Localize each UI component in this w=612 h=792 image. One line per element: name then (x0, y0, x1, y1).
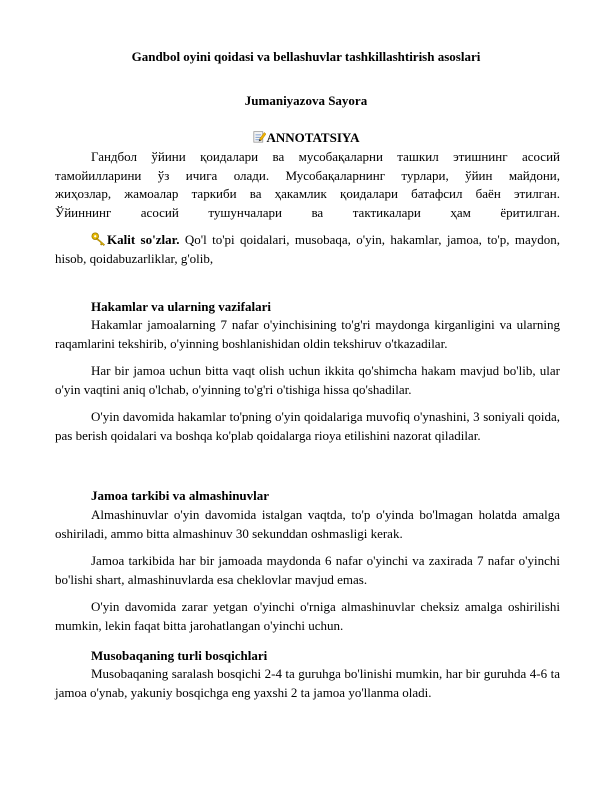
author-name: Jumaniyazova Sayora (244, 93, 368, 108)
section-stages-paragraph-1: Musobaqaning saralash bosqichi 2-4 ta guruhga bo'linishi mumkin, har bir guruhda 4-6 ta jamoa o'ynab, yakuniy bosqichga eng yaxshi 2 ta jamoa yo'llanma oladi. (55, 666, 560, 700)
key-icon (91, 232, 106, 246)
section-heading-team: Jamoa tarkibi va almashinuvlar (91, 488, 270, 503)
memo-icon (253, 130, 266, 143)
keywords-text: Qo'l to'pi qoidalari, musobaqa, o'yin, hakamlar, jamoa, to'p, maydon, hisob, qoidabuzarliklar, g'olib, (55, 232, 560, 266)
section-referees-paragraph-3: O'yin davomida hakamlar to'pning o'yin qoidalariga muvofiq o'ynashini, 3 soniyali qoida, pas berish qoidalari va boshqa ko'plab qoidalarga rioya etilishini nazorat qiladilar. (55, 409, 560, 443)
annotation-line-1: Гандбол ўйини қоидалари ва мусобақаларни ташкил этишнинг асосий (91, 149, 560, 164)
document-title: Gandbol oyini qoidasi va bellashuvlar tashkillashtirish asoslari (131, 49, 481, 64)
section-team-paragraph-2: Jamoa tarkibida har bir jamoada maydonda 6 nafar o'yinchi va zaxirada 7 nafar o'yinchi bo'lishi shart, almashinuvlarda esa cheklovlar mavjud emas. (55, 553, 560, 587)
annotation-heading: ANNOTATSIYA (266, 130, 360, 145)
section-referees-paragraph-2: Har bir jamoa uchun bitta vaqt olish uchun ikkita qo'shimcha hakam mavjud bo'lib, ular o'yin vaqtini aniq o'lchab, o'yinning to'g'ri o'tishiga hissa qo'shadilar. (55, 363, 560, 397)
section-heading-stages: Musobaqaning turli bosqichlari (91, 648, 268, 663)
section-team-paragraph-3: O'yin davomida zarar yetgan o'yinchi o'rniga almashinuvlar cheksiz amalga oshirilishi mumkin, lekin faqat bitta jarohatlangan o'yinchi uchun. (55, 599, 560, 633)
annotation-line-4: Ўйиннинг асосий тушунчалари ва тактикалари ҳам ёритилган. (55, 204, 560, 220)
section-referees-paragraph-1: Hakamlar jamoalarning 7 nafar o'yinchisining to'g'ri maydonga kirganligini va ularning raqamlarini tekshirib, o'yinning boshlanishidan oldin tekshiruv o'tkazadilar. (55, 317, 560, 351)
keywords-paragraph (55, 231, 560, 268)
keywords-label: Kalit so'zlar. (107, 232, 180, 247)
section-team-paragraph-1: Almashinuvlar o'yin davomida istalgan vaqtda, to'p o'yinda bo'lmagan holatda amalga oshiriladi, ammo bitta almashinuv 30 sekunddan oshmasligi kerak. (55, 507, 560, 541)
annotation-heading-row (0, 130, 612, 146)
annotation-line-2: тамойилларини ўз ичига олади. Мусобақаларнинг турлари, ўйин майдони, (55, 167, 560, 183)
section-heading-referees: Hakamlar va ularning vazifalari (91, 299, 271, 314)
annotation-line-3: жиҳозлар, жамоалар таркиби ва ҳакамлик қоидалари батафсил баён этилган. (55, 186, 560, 201)
